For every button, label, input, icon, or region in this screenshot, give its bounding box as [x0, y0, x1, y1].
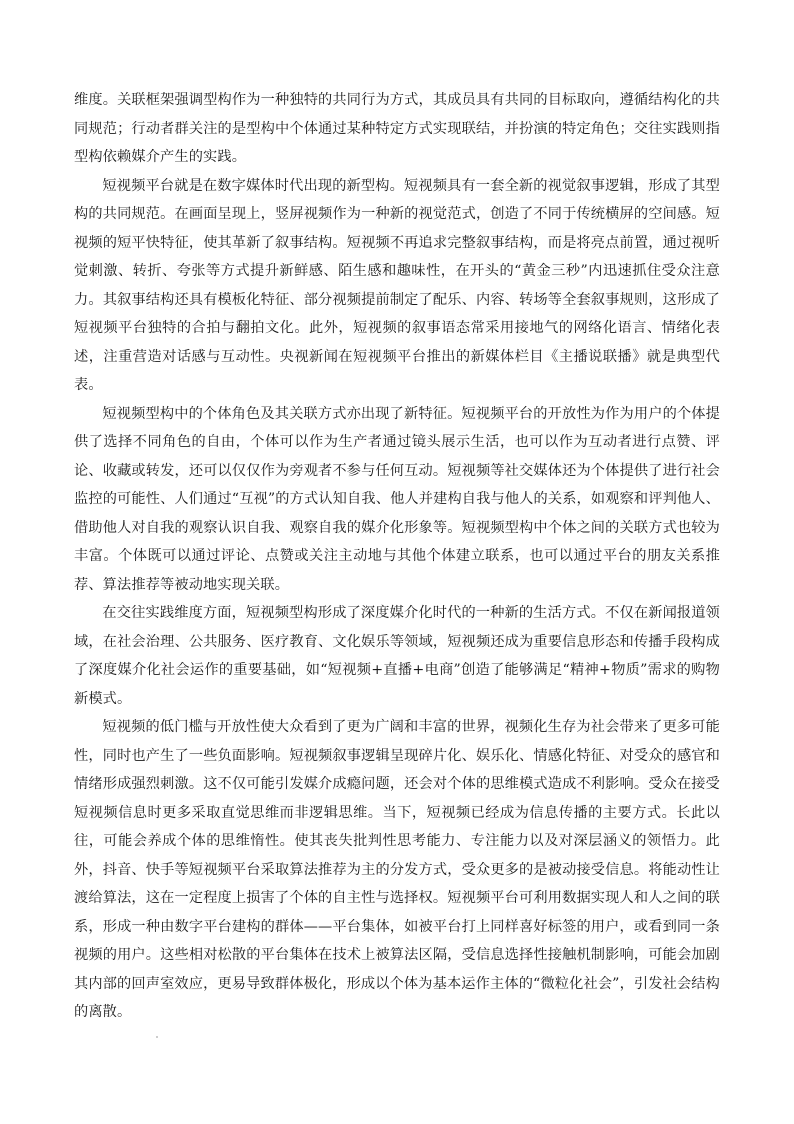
- paragraph-continuation: 维度。关联框架强调型构作为一种独特的共同行为方式，其成员具有共同的目标取向，遵循结构化的共同规范；行动者群关注的是型构中个体通过某种特定方式实现联结，并扮演的特定角色；交往实践则指型构依赖媒介产生的实践。: [74, 92, 720, 165]
- paragraph-individual-roles: 短视频型构中的个体角色及其关联方式亦出现了新特征。短视频平台的开放性为作为用户的个体提供了选择不同角色的自由，个体可以作为生产者通过镜头展示生活，也可以作为互动者进行点赞、评论、收藏或转发，还可以仅仅作为旁观者不参与任何互动。短视频等社交媒体还为个体提供了进行社会监控的可能性、人们通过“互视”的方式认知自我、他人并建构自我与他人的关系，如观察和评判他人、借助他人对自我的观察认识自我、观察自我的媒介化形象等。短视频型构中个体之间的关联方式也较为丰富。个体既可以通过评论、点赞或关注主动地与其他个体建立联系，也可以通过平台的朋友关系推荐、算法推荐等被动地实现关联。: [74, 405, 720, 593]
- paragraph-negative-effects: 短视频的低门槛与开放性使大众看到了更为广阔和丰富的世界，视频化生存为社会带来了更多可能性，同时也产生了一些负面影响。短视频叙事逻辑呈现碎片化、娱乐化、情感化特征、对受众的感官和情绪形成强烈刺激。这不仅可能引发媒介成瘾问题，还会对个体的思维模式造成不利影响。受众在接受短视频信息时更多采取直觉思维而非逻辑思维。当下，短视频已经成为信息传播的主要方式。长此以往，可能会养成个体的思维惰性。使其丧失批判性思考能力、专注能力以及对深层涵义的领悟力。此外，抖音、快手等短视频平台采取算法推荐为主的分发方式，受众更多的是被动接受信息。将能动性让渡给算法，这在一定程度上损害了个体的自主性与选择权。短视频平台可利用数据实现人和人之间的联系，形成一种由数字平台建构的群体——平台集体，如被平台打上同样喜好标签的用户，或看到同一条视频的用户。这些相对松散的平台集体在技术上被算法区隔，受信息选择性接触机制影响，可能会加剧其内部的回声室效应，更易导致群体极化，形成以个体为基本运作主体的“微粒化社会”，引发社会结构的离散。: [74, 719, 720, 1020]
- paragraph-short-video-narrative: 短视频平台就是在数字媒体时代出现的新型构。短视频具有一套全新的视觉叙事逻辑，形成了其型构的共同规范。在画面呈现上，竖屏视频作为一种新的视觉范式，创造了不同于传统横屏的空间感。短视频的短平快特征，使其革新了叙事结构。短视频不再追求完整叙事结构，而是将亮点前置，通过视听觉刺激、转折、夸张等方式提升新鲜感、陌生感和趣味性，在开头的“黄金三秒”内迅速抓住受众注意力。其叙事结构还具有模板化特征、部分视频提前制定了配乐、内容、转场等全套叙事规则，这形成了短视频平台独特的合拍与翻拍文化。此外，短视频的叙事语态常采用接地气的网络化语言、情绪化表述，注重营造对话感与互动性。央视新闻在短视频平台推出的新媒体栏目《主播说联播》就是典型代表。: [74, 177, 720, 393]
- scan-dot: [156, 1036, 158, 1038]
- document-body: [74, 86, 720, 1027]
- paragraph-communicative-practice: 在交往实践维度方面，短视频型构形成了深度媒介化时代的一种新的生活方式。不仅在新闻报道领域，在社会治理、公共服务、医疗教育、文化娱乐等领域，短视频还成为重要信息形态和传播手段构成了深度媒介化社会运作的重要基础，如“短视频+直播+电商”创造了能够满足“精神+物质”需求的购物新模式。: [74, 605, 720, 707]
